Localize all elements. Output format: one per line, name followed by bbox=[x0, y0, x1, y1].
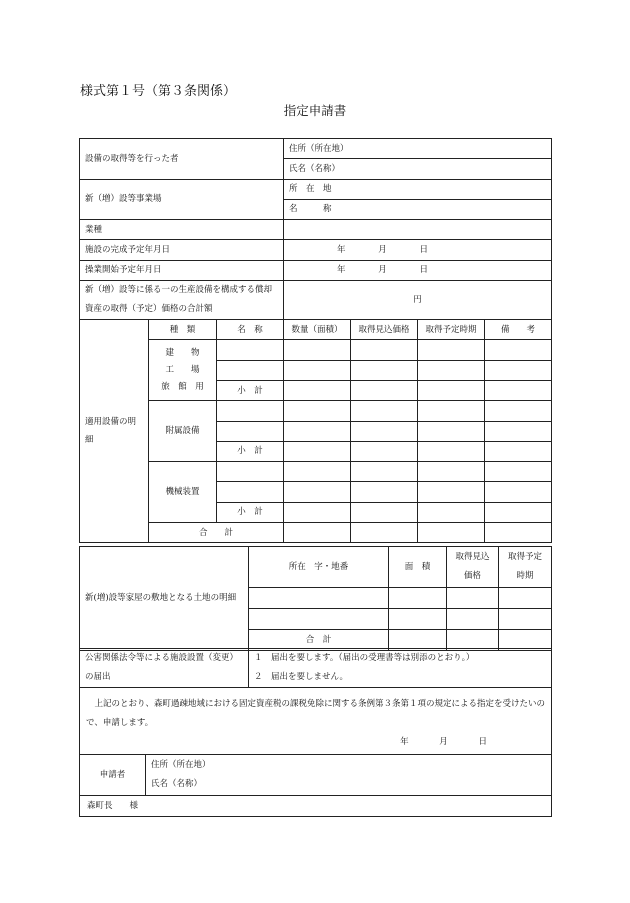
pollution-option-required[interactable]: １ 届出を要します。（届出の受理書等は別添のとおり。） bbox=[254, 653, 475, 664]
statement-date[interactable] bbox=[86, 737, 545, 747]
table-cell[interactable] bbox=[284, 441, 351, 461]
table-cell[interactable] bbox=[485, 502, 552, 522]
addressee: 森町長 様 bbox=[87, 800, 139, 811]
completion-date-label: 施設の完成予定年月日 bbox=[80, 240, 284, 260]
table-cell[interactable] bbox=[485, 482, 552, 502]
table-cell[interactable] bbox=[217, 482, 284, 502]
addressee-cell bbox=[80, 796, 552, 817]
table-cell[interactable] bbox=[217, 421, 284, 441]
table-cell[interactable] bbox=[217, 360, 284, 380]
statement-day: 日 bbox=[478, 736, 488, 747]
statement-cell bbox=[80, 688, 552, 755]
table-cell[interactable] bbox=[249, 588, 389, 609]
table-cell[interactable] bbox=[418, 421, 485, 441]
table-cell[interactable] bbox=[499, 588, 552, 609]
attached-subtotal-label: 小 計 bbox=[217, 441, 284, 461]
pollution-label: 公害関係法令等による施設設置（変更）の届出 bbox=[80, 649, 249, 688]
land-col-price: 取得見込価格 bbox=[447, 547, 499, 588]
table-cell[interactable] bbox=[418, 360, 485, 380]
table-cell[interactable] bbox=[217, 462, 284, 482]
applicant-label: 申請者 bbox=[80, 755, 146, 796]
completion-day: 日 bbox=[419, 245, 428, 256]
table-cell[interactable] bbox=[485, 421, 552, 441]
equipment-col-name: 名 称 bbox=[217, 320, 284, 340]
business-type-label: 業種 bbox=[80, 220, 284, 240]
table-cell[interactable] bbox=[485, 441, 552, 461]
pollution-option-not-required[interactable]: ２ 届出を要しません。 bbox=[254, 672, 349, 682]
document-title: 指定申請書 bbox=[283, 103, 347, 118]
equipment-col-quantity: 数量（面積） bbox=[284, 320, 351, 340]
equipment-label: 適用設備の明細 bbox=[80, 320, 149, 543]
table-cell[interactable] bbox=[485, 401, 552, 421]
table-cell[interactable] bbox=[284, 482, 351, 502]
applicant-fields[interactable] bbox=[146, 755, 552, 796]
establishment-location-field[interactable]: 所 在 地 bbox=[284, 179, 552, 199]
table-cell[interactable] bbox=[485, 380, 552, 400]
land-details-table bbox=[79, 546, 552, 651]
acquirer-name-field[interactable]: 氏名（名称） bbox=[284, 159, 552, 179]
table-cell[interactable] bbox=[217, 340, 284, 360]
establishment-name-field[interactable]: 名 称 bbox=[284, 199, 552, 219]
table-cell[interactable] bbox=[351, 340, 418, 360]
table-cell[interactable] bbox=[284, 360, 351, 380]
table-cell[interactable] bbox=[418, 340, 485, 360]
table-cell[interactable] bbox=[351, 380, 418, 400]
completion-month: 月 bbox=[378, 245, 387, 256]
table-cell[interactable] bbox=[389, 609, 447, 630]
buildings-type-building: 建 物 bbox=[165, 347, 200, 358]
equipment-col-remarks: 備 考 bbox=[485, 320, 552, 340]
table-cell[interactable] bbox=[499, 609, 552, 630]
acquirer-address-field[interactable]: 住所（所在地） bbox=[284, 139, 552, 159]
land-col-location: 所在 字・地番 bbox=[249, 547, 389, 588]
statement-text: 上記のとおり、森町過疎地域における固定資産税の課税免除に関する条例第３条第１項の規定による指定を受けたいので、申請します。 bbox=[86, 699, 546, 728]
table-cell[interactable] bbox=[351, 502, 418, 522]
statement-year: 年 bbox=[400, 736, 409, 747]
table-cell[interactable] bbox=[418, 462, 485, 482]
applicant-address-field[interactable]: 住所（所在地） bbox=[151, 760, 211, 771]
business-type-field[interactable] bbox=[284, 220, 552, 240]
statement-month: 月 bbox=[439, 736, 448, 747]
operation-month: 月 bbox=[378, 265, 387, 276]
equipment-col-type: 種 類 bbox=[149, 320, 217, 340]
operation-day: 日 bbox=[419, 265, 428, 276]
table-cell[interactable] bbox=[284, 380, 351, 400]
table-cell[interactable] bbox=[447, 609, 499, 630]
application-main-table bbox=[79, 138, 552, 543]
table-cell[interactable] bbox=[249, 609, 389, 630]
land-label: 新(増)設等家屋の敷地となる土地の明細 bbox=[80, 547, 249, 651]
declaration-table bbox=[79, 648, 552, 817]
table-cell[interactable] bbox=[485, 340, 552, 360]
table-cell[interactable] bbox=[284, 421, 351, 441]
table-cell[interactable] bbox=[418, 401, 485, 421]
table-cell[interactable] bbox=[418, 380, 485, 400]
table-cell[interactable] bbox=[485, 360, 552, 380]
table-cell[interactable] bbox=[418, 441, 485, 461]
equipment-col-planned-time: 取得予定時期 bbox=[418, 320, 485, 340]
table-cell[interactable] bbox=[418, 523, 485, 543]
table-cell[interactable] bbox=[284, 340, 351, 360]
equipment-col-est-price: 取得見込価格 bbox=[351, 320, 418, 340]
land-col-time: 取得予定時期 bbox=[499, 547, 552, 588]
machinery-label: 機械装置 bbox=[149, 462, 217, 523]
operation-date-label: 操業開始予定年月日 bbox=[80, 260, 284, 280]
table-cell[interactable] bbox=[389, 588, 447, 609]
form-number-label: 様式第１号（第３条関係） bbox=[80, 84, 237, 99]
land-col-area: 面 積 bbox=[389, 547, 447, 588]
completion-year: 年 bbox=[337, 245, 346, 256]
buildings-type-inn: 旅 館 用 bbox=[161, 381, 204, 392]
buildings-group-label bbox=[149, 340, 217, 401]
completion-date-field[interactable] bbox=[284, 240, 552, 260]
operation-date-field[interactable] bbox=[284, 260, 552, 280]
table-cell[interactable] bbox=[485, 523, 552, 543]
operation-year: 年 bbox=[337, 265, 346, 276]
table-cell[interactable] bbox=[351, 360, 418, 380]
applicant-name-field[interactable]: 氏名（名称） bbox=[151, 779, 203, 789]
equipment-total-label: 合 計 bbox=[149, 523, 284, 543]
machinery-subtotal-label: 小 計 bbox=[217, 502, 284, 522]
buildings-type-factory: 工 場 bbox=[165, 364, 200, 375]
table-cell[interactable] bbox=[351, 421, 418, 441]
table-cell[interactable] bbox=[485, 462, 552, 482]
table-cell[interactable] bbox=[351, 401, 418, 421]
table-cell[interactable] bbox=[351, 482, 418, 502]
table-cell[interactable] bbox=[284, 401, 351, 421]
table-cell[interactable] bbox=[351, 523, 418, 543]
table-cell[interactable] bbox=[447, 588, 499, 609]
total-cost-field[interactable] bbox=[284, 281, 552, 320]
establishment-label: 新（増）設等事業場 bbox=[80, 179, 284, 220]
pollution-options[interactable] bbox=[249, 649, 552, 688]
attached-equipment-label: 附属設備 bbox=[149, 401, 217, 462]
table-cell[interactable] bbox=[284, 462, 351, 482]
acquirer-label: 設備の取得等を行った者 bbox=[80, 139, 284, 180]
table-cell[interactable] bbox=[217, 401, 284, 421]
buildings-subtotal-label: 小 計 bbox=[217, 380, 284, 400]
total-cost-label: 新（増）設等に係る一の生産設備を構成する償却資産の取得（予定）価格の合計額 bbox=[80, 281, 284, 320]
land-total-label: 合 計 bbox=[249, 630, 389, 651]
table-cell[interactable] bbox=[418, 502, 485, 522]
table-cell[interactable] bbox=[284, 523, 351, 543]
table-cell[interactable] bbox=[351, 462, 418, 482]
table-cell[interactable] bbox=[284, 502, 351, 522]
total-cost-unit: 円 bbox=[413, 294, 422, 305]
table-cell[interactable] bbox=[418, 482, 485, 502]
table-cell[interactable] bbox=[351, 441, 418, 461]
